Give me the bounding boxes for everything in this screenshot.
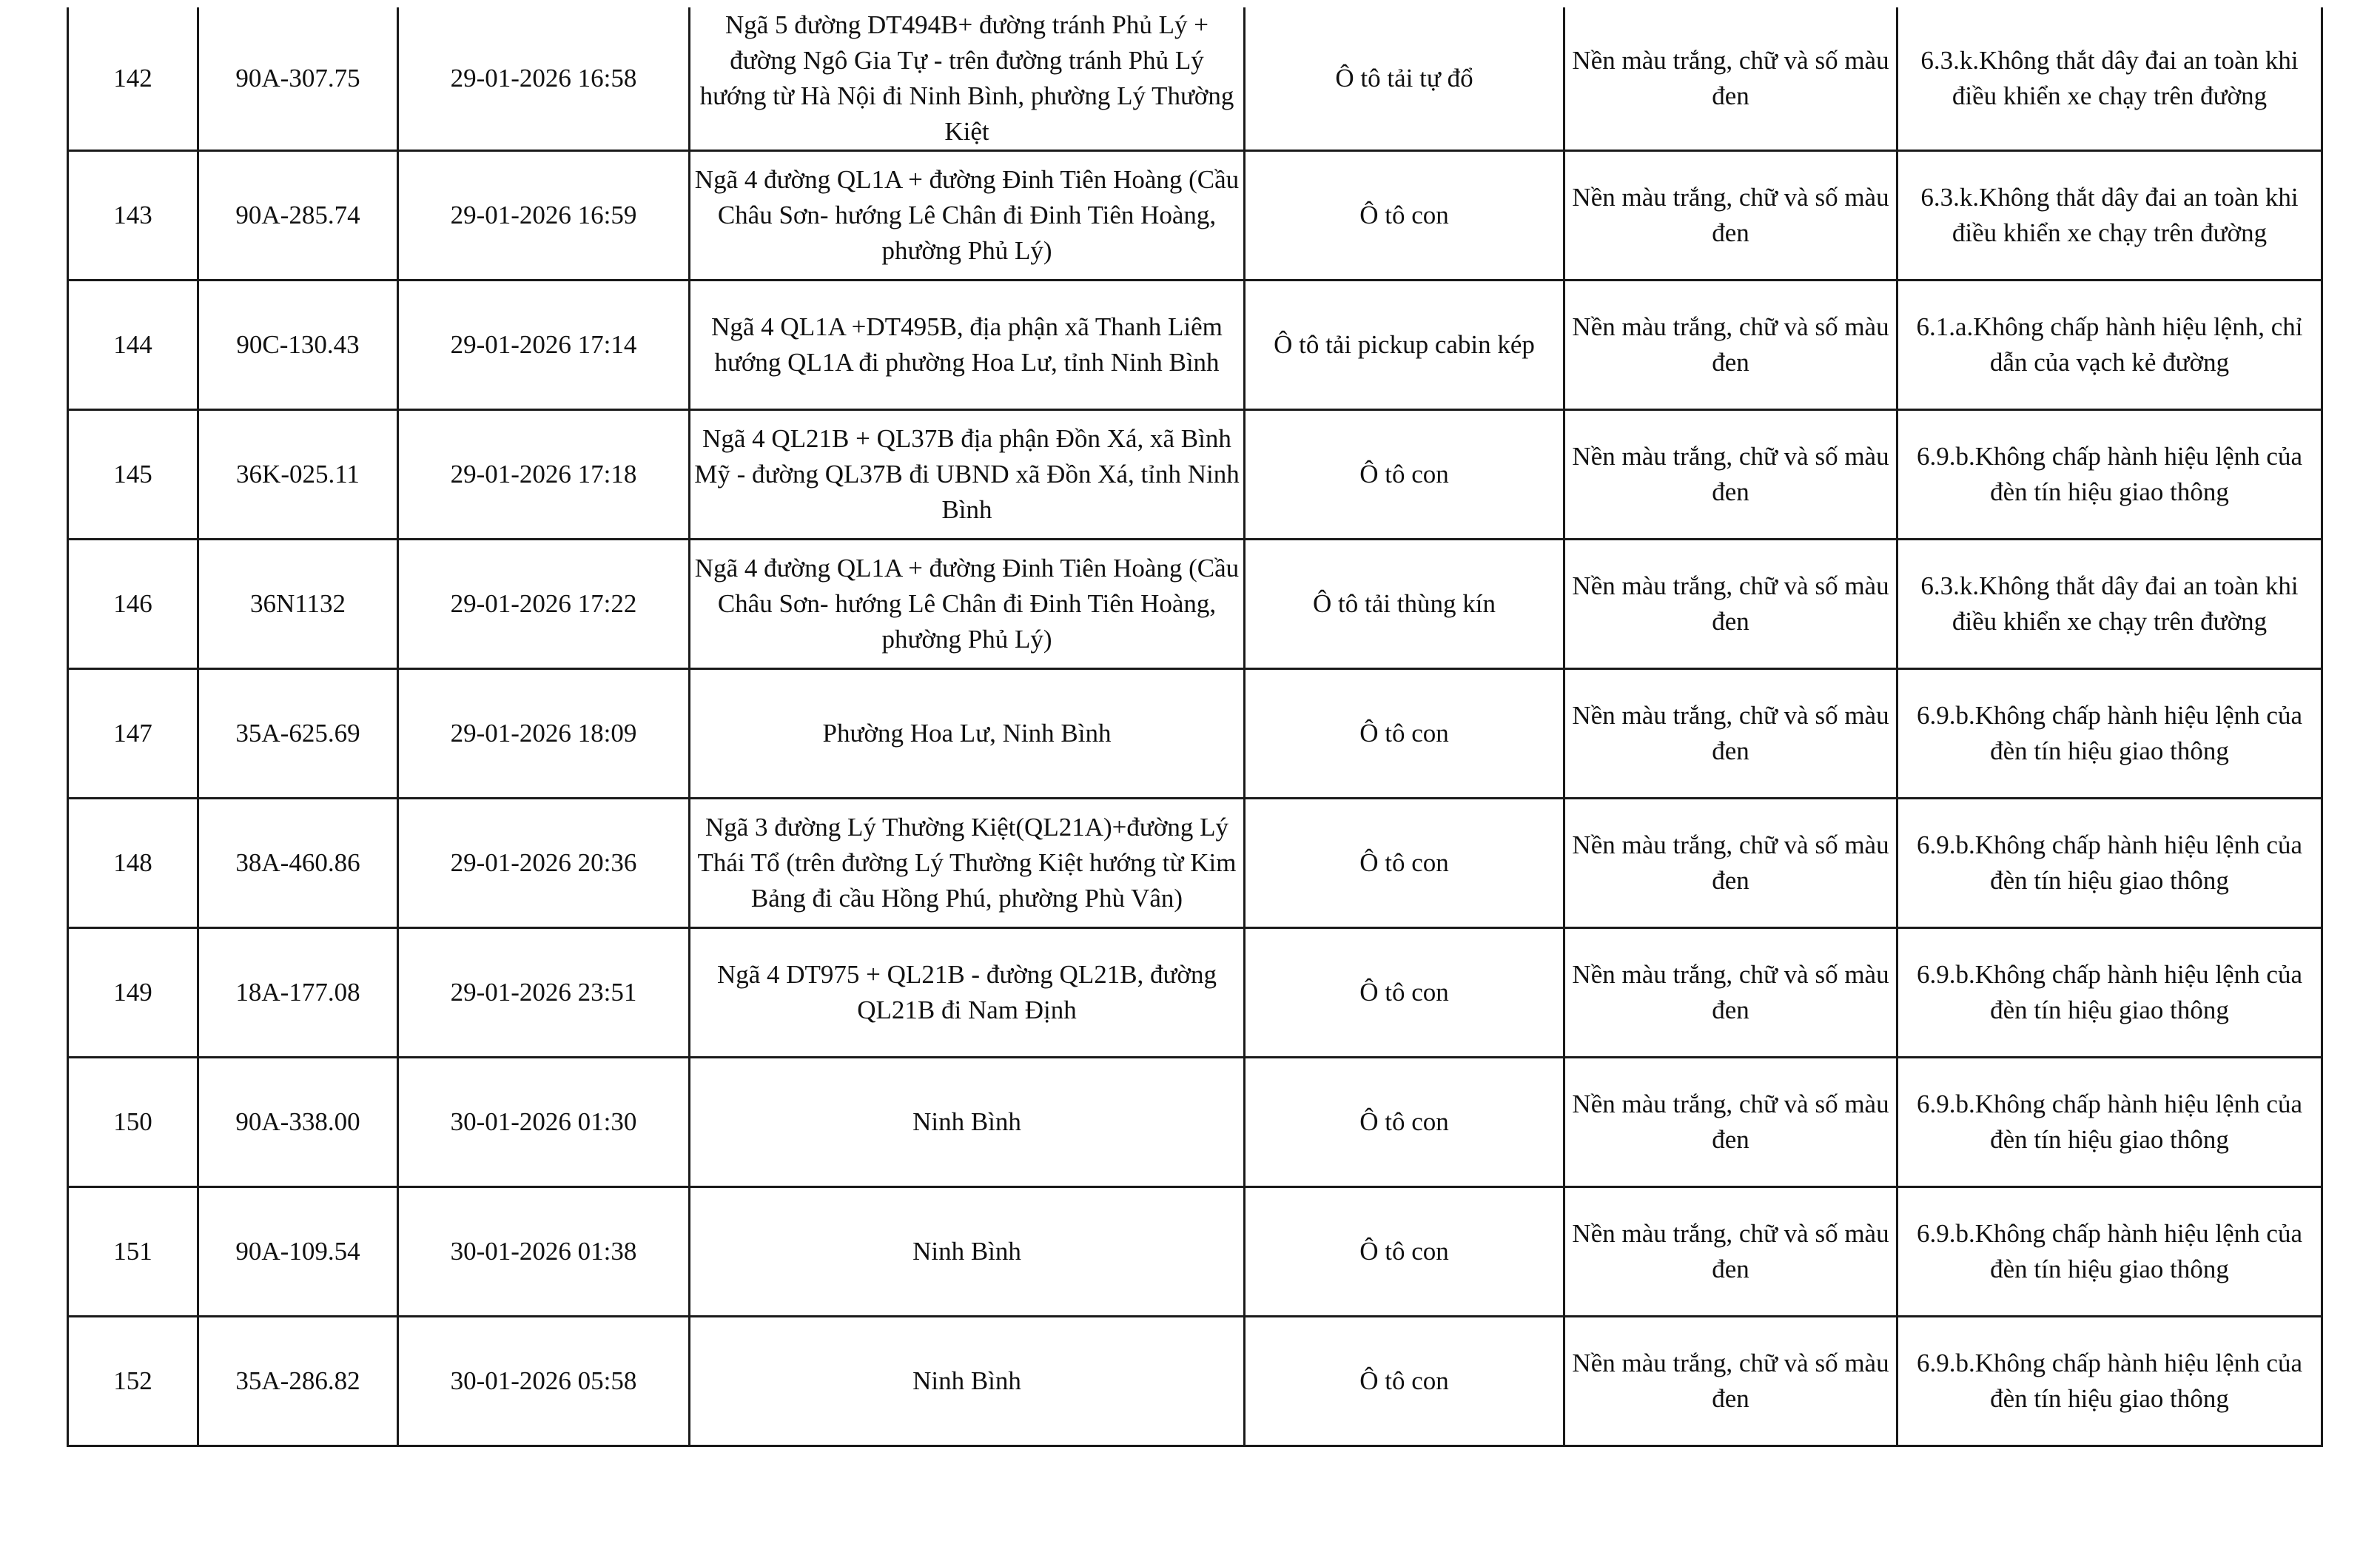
location-cell: Ngã 4 đường QL1A + đường Đinh Tiên Hoàng (Cầu Châu Sơn- hướng Lê Chân đi Đinh Tiên Hoàng, phường Phủ Lý) [690, 540, 1245, 669]
violation-cell: 6.9.b.Không chấp hành hiệu lệnh của đèn tín hiệu giao thông [1897, 799, 2322, 928]
plate-color-cell: Nền màu trắng, chữ và số màu đen [1564, 1187, 1897, 1317]
row-number-cell: 151 [68, 1187, 198, 1317]
plate-color-cell: Nền màu trắng, chữ và số màu đen [1564, 281, 1897, 410]
vehicle-type-cell: Ô tô tải pickup cabin kép [1245, 281, 1564, 410]
location-cell: Ngã 3 đường Lý Thường Kiệt(QL21A)+đường Lý Thái Tổ (trên đường Lý Thường Kiệt hướng từ Kim Bảng đi cầu Hồng Phú, phường Phù Vân) [690, 799, 1245, 928]
row-number-cell: 143 [68, 151, 198, 281]
vehicle-type-cell: Ô tô con [1245, 1058, 1564, 1187]
vehicle-type-cell: Ô tô tải thùng kín [1245, 540, 1564, 669]
vehicle-type-cell: Ô tô con [1245, 410, 1564, 540]
violation-time-cell: 29-01-2026 17:18 [398, 410, 690, 540]
plate-color-cell: Nền màu trắng, chữ và số màu đen [1564, 928, 1897, 1058]
row-number-cell: 145 [68, 410, 198, 540]
violation-cell: 6.9.b.Không chấp hành hiệu lệnh của đèn tín hiệu giao thông [1897, 928, 2322, 1058]
license-plate-cell: 38A-460.86 [198, 799, 398, 928]
location-cell: Ngã 4 DT975 + QL21B - đường QL21B, đường QL21B đi Nam Định [690, 928, 1245, 1058]
vehicle-type-cell: Ô tô con [1245, 669, 1564, 799]
plate-color-cell: Nền màu trắng, chữ và số màu đen [1564, 1317, 1897, 1446]
table-row [68, 281, 2322, 410]
violation-time-cell: 29-01-2026 18:09 [398, 669, 690, 799]
vehicle-type-cell: Ô tô con [1245, 1187, 1564, 1317]
violation-cell: 6.9.b.Không chấp hành hiệu lệnh của đèn tín hiệu giao thông [1897, 1187, 2322, 1317]
violation-cell: 6.9.b.Không chấp hành hiệu lệnh của đèn tín hiệu giao thông [1897, 1317, 2322, 1446]
location-cell: Ngã 4 QL21B + QL37B địa phận Đồn Xá, xã Bình Mỹ - đường QL37B đi UBND xã Đồn Xá, tỉnh Ninh Bình [690, 410, 1245, 540]
row-number-cell: 144 [68, 281, 198, 410]
location-cell: Ngã 4 QL1A +DT495B, địa phận xã Thanh Liêm hướng QL1A đi phường Hoa Lư, tỉnh Ninh Bình [690, 281, 1245, 410]
row-number-cell: 149 [68, 928, 198, 1058]
plate-color-cell: Nền màu trắng, chữ và số màu đen [1564, 799, 1897, 928]
license-plate-cell: 90C-130.43 [198, 281, 398, 410]
plate-color-cell: Nền màu trắng, chữ và số màu đen [1564, 151, 1897, 281]
violation-time-cell: 29-01-2026 20:36 [398, 799, 690, 928]
violation-time-cell: 30-01-2026 01:38 [398, 1187, 690, 1317]
license-plate-cell: 36K-025.11 [198, 410, 398, 540]
vehicle-type-cell: Ô tô con [1245, 151, 1564, 281]
license-plate-cell: 36N1132 [198, 540, 398, 669]
plate-color-cell: Nền màu trắng, chữ và số màu đen [1564, 1058, 1897, 1187]
plate-color-cell: Nền màu trắng, chữ và số màu đen [1564, 410, 1897, 540]
violations-table [67, 7, 2323, 1447]
vehicle-type-cell: Ô tô con [1245, 928, 1564, 1058]
license-plate-cell: 90A-338.00 [198, 1058, 398, 1187]
violation-cell: 6.9.b.Không chấp hành hiệu lệnh của đèn tín hiệu giao thông [1897, 1058, 2322, 1187]
license-plate-cell: 35A-625.69 [198, 669, 398, 799]
row-number-cell: 142 [68, 7, 198, 151]
violation-time-cell: 29-01-2026 17:14 [398, 281, 690, 410]
violation-time-cell: 29-01-2026 23:51 [398, 928, 690, 1058]
row-number-cell: 152 [68, 1317, 198, 1446]
violation-cell: 6.9.b.Không chấp hành hiệu lệnh của đèn tín hiệu giao thông [1897, 669, 2322, 799]
plate-color-cell: Nền màu trắng, chữ và số màu đen [1564, 669, 1897, 799]
vehicle-type-cell: Ô tô con [1245, 799, 1564, 928]
plate-color-cell: Nền màu trắng, chữ và số màu đen [1564, 540, 1897, 669]
location-cell: Ninh Bình [690, 1317, 1245, 1446]
table-row [68, 7, 2322, 151]
license-plate-cell: 90A-307.75 [198, 7, 398, 151]
location-cell: Ninh Bình [690, 1058, 1245, 1187]
violation-cell: 6.1.a.Không chấp hành hiệu lệnh, chỉ dẫn của vạch kẻ đường [1897, 281, 2322, 410]
license-plate-cell: 90A-109.54 [198, 1187, 398, 1317]
violation-cell: 6.3.k.Không thắt dây đai an toàn khi điều khiển xe chạy trên đường [1897, 540, 2322, 669]
table-row [68, 1317, 2322, 1446]
location-cell: Ngã 5 đường DT494B+ đường tránh Phủ Lý + đường Ngô Gia Tự - trên đường tránh Phủ Lý hướng từ Hà Nội đi Ninh Bình, phường Lý Thường Kiệt [690, 7, 1245, 151]
violation-time-cell: 29-01-2026 17:22 [398, 540, 690, 669]
row-number-cell: 147 [68, 669, 198, 799]
vehicle-type-cell: Ô tô tải tự đổ [1245, 7, 1564, 151]
table-row [68, 928, 2322, 1058]
row-number-cell: 148 [68, 799, 198, 928]
plate-color-cell: Nền màu trắng, chữ và số màu đen [1564, 7, 1897, 151]
table-row [68, 1058, 2322, 1187]
location-cell: Phường Hoa Lư, Ninh Bình [690, 669, 1245, 799]
location-cell: Ngã 4 đường QL1A + đường Đinh Tiên Hoàng (Cầu Châu Sơn- hướng Lê Chân đi Đinh Tiên Hoàng, phường Phủ Lý) [690, 151, 1245, 281]
violation-cell: 6.3.k.Không thắt dây đai an toàn khi điều khiển xe chạy trên đường [1897, 151, 2322, 281]
violation-cell: 6.9.b.Không chấp hành hiệu lệnh của đèn tín hiệu giao thông [1897, 410, 2322, 540]
license-plate-cell: 90A-285.74 [198, 151, 398, 281]
violation-time-cell: 30-01-2026 01:30 [398, 1058, 690, 1187]
violation-time-cell: 29-01-2026 16:58 [398, 7, 690, 151]
violations-table-body [68, 7, 2322, 1446]
table-row [68, 669, 2322, 799]
license-plate-cell: 18A-177.08 [198, 928, 398, 1058]
table-row [68, 1187, 2322, 1317]
license-plate-cell: 35A-286.82 [198, 1317, 398, 1446]
row-number-cell: 150 [68, 1058, 198, 1187]
row-number-cell: 146 [68, 540, 198, 669]
table-row [68, 540, 2322, 669]
location-cell: Ninh Bình [690, 1187, 1245, 1317]
violation-time-cell: 30-01-2026 05:58 [398, 1317, 690, 1446]
violation-time-cell: 29-01-2026 16:59 [398, 151, 690, 281]
table-row [68, 151, 2322, 281]
table-row [68, 410, 2322, 540]
violation-cell: 6.3.k.Không thắt dây đai an toàn khi điều khiển xe chạy trên đường [1897, 7, 2322, 151]
table-row [68, 799, 2322, 928]
vehicle-type-cell: Ô tô con [1245, 1317, 1564, 1446]
